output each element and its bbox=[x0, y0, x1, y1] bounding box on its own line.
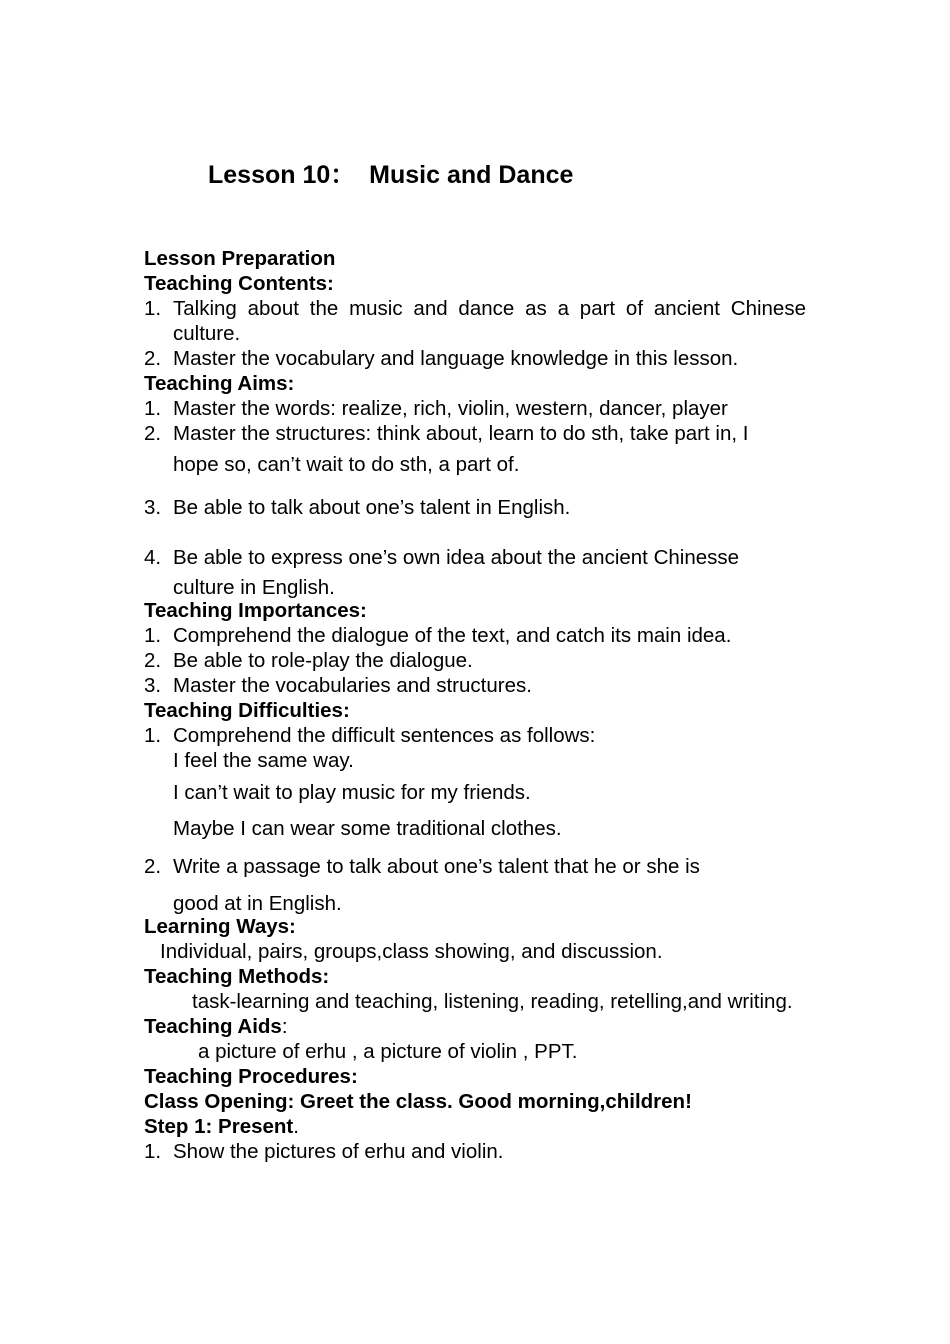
list-item bbox=[144, 545, 806, 570]
list-text: Master the vocabularies and structures. bbox=[173, 674, 532, 697]
section-heading-importances: Teaching Importances: bbox=[144, 599, 367, 622]
section-heading-difficulties: Teaching Difficulties: bbox=[144, 699, 350, 722]
list-item bbox=[144, 296, 806, 346]
list-text: Be able to talk about one’s talent in English. bbox=[173, 496, 571, 519]
list-number: 1. bbox=[144, 624, 162, 647]
list-text-continuation: culture in English. bbox=[173, 576, 335, 599]
step-1-period: . bbox=[293, 1115, 299, 1138]
section-heading-learning-ways: Learning Ways: bbox=[144, 915, 296, 938]
list-number: 4. bbox=[144, 546, 162, 569]
list-number: 2. bbox=[144, 855, 162, 878]
list-item bbox=[144, 847, 806, 887]
list-item bbox=[144, 723, 806, 748]
list-number: 1. bbox=[144, 724, 162, 747]
list-item bbox=[144, 623, 806, 648]
class-opening: Class Opening: Greet the class. Good morning,children! bbox=[144, 1090, 692, 1113]
section-heading-aids: Teaching Aids bbox=[144, 1015, 282, 1038]
aids-colon: : bbox=[281, 1015, 288, 1038]
list-text: Talking about the music and dance as a part of ancient Chinese culture. bbox=[173, 297, 806, 345]
step-1-heading-line bbox=[144, 1114, 806, 1139]
methods-text: task-learning and teaching, listening, reading, retelling,and writing. bbox=[192, 990, 793, 1013]
teaching-aids-heading-line bbox=[144, 1014, 806, 1039]
section-heading-contents: Teaching Contents: bbox=[144, 272, 334, 295]
list-number: 1. bbox=[144, 397, 162, 420]
aids-text: a picture of erhu , a picture of violin , PPT. bbox=[198, 1040, 578, 1063]
section-heading-aims: Teaching Aims: bbox=[144, 372, 295, 395]
list-number: 2. bbox=[144, 422, 162, 445]
section-heading-procedures: Teaching Procedures: bbox=[144, 1065, 358, 1088]
list-text-continuation: hope so, can’t wait to do sth, a part of. bbox=[173, 453, 520, 476]
list-text: Master the structures: think about, learn to do sth, take part in, I bbox=[173, 422, 749, 445]
list-text: Comprehend the difficult sentences as follows: bbox=[173, 724, 596, 747]
list-item bbox=[144, 346, 806, 371]
list-number: 2. bbox=[144, 649, 162, 672]
list-text: Comprehend the dialogue of the text, and catch its main idea. bbox=[173, 624, 732, 647]
list-item bbox=[144, 495, 806, 520]
list-text: Be able to express one’s own idea about the ancient Chinesse bbox=[173, 546, 740, 569]
list-text: Master the words: realize, rich, violin, western, dancer, player bbox=[173, 397, 728, 420]
example-sentence: I can’t wait to play music for my friends. bbox=[173, 781, 531, 804]
section-heading-preparation: Lesson Preparation bbox=[144, 247, 336, 270]
list-item bbox=[144, 1139, 806, 1164]
list-item bbox=[144, 396, 806, 421]
list-text: Show the pictures of erhu and violin. bbox=[173, 1140, 504, 1163]
list-number: 1. bbox=[144, 297, 162, 320]
example-sentence: Maybe I can wear some traditional clothes. bbox=[173, 817, 562, 840]
step-1-heading: Step 1: Present bbox=[144, 1115, 294, 1138]
list-text: Master the vocabulary and language knowledge in this lesson. bbox=[173, 347, 739, 370]
example-sentence: I feel the same way. bbox=[173, 749, 354, 772]
list-item bbox=[144, 648, 806, 673]
list-number: 1. bbox=[144, 1140, 162, 1163]
list-number: 3. bbox=[144, 496, 162, 519]
list-number: 3. bbox=[144, 674, 162, 697]
document-body bbox=[144, 246, 806, 1164]
list-text-continuation: good at in English. bbox=[173, 892, 342, 915]
list-number: 2. bbox=[144, 347, 162, 370]
section-heading-methods: Teaching Methods: bbox=[144, 965, 330, 988]
list-text: Be able to role-play the dialogue. bbox=[173, 649, 473, 672]
list-item bbox=[144, 421, 806, 446]
list-text: Write a passage to talk about one’s talent that he or she is bbox=[173, 855, 700, 878]
learning-ways-text: Individual, pairs, groups,class showing, and discussion. bbox=[160, 940, 663, 963]
list-item bbox=[144, 673, 806, 698]
page-title: Lesson 10： Music and Dance bbox=[208, 161, 574, 189]
